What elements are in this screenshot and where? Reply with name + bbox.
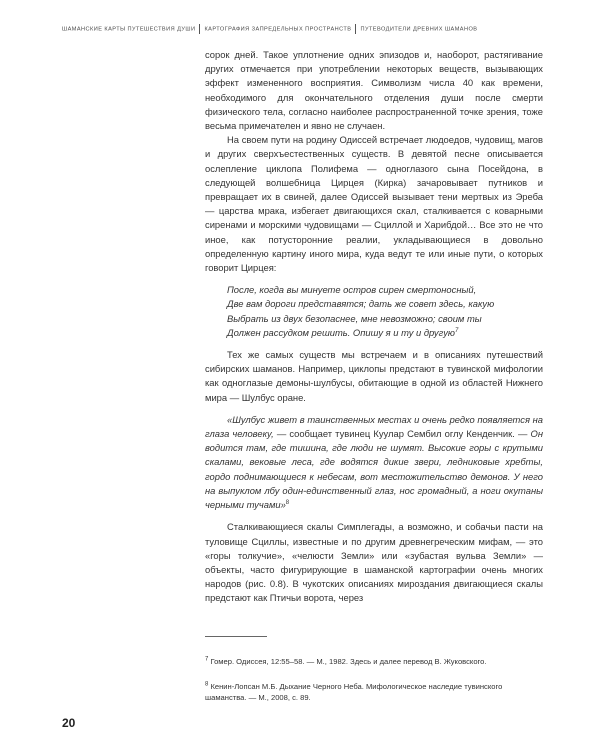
page-number: 20 (62, 716, 76, 730)
running-header (62, 24, 542, 34)
footnote-7 (205, 656, 543, 667)
header-chapter-title: ПУТЕВОДИТЕЛИ ДРЕВНИХ ШАМАНОВ (360, 26, 478, 33)
paragraph-2: На своем пути на родину Одиссей встречает людоедов, чудовищ, магов и других сверхъестественных существ. В девятой песне описывается ослепление циклопа Полифема — одноглазого сына Посейдона, в следующей волшебница Цирцея (Кирка) зачаровывает путников и превращает их в свиней, далее Одиссей вызывает тени мертвых из Эреба — царства мрака, избегает двигающихся скал, сталкивается с коварными сиренами и морскими чудовищами — Сциллой и Харибдой… Все это не что иное, как потусторонние реалии, укладывающиеся в довольно определенную картину иного мира, куда ведут те или иные пути, о которых говорит Цирцея: (205, 134, 543, 274)
footnote-7-text: Гомер. Одиссея, 12:55–58. — М., 1982. Здесь и далее перевод В. Жуковского. (210, 657, 487, 666)
header-book-title: ШАМАНСКИЕ КАРТЫ ПУТЕШЕСТВИЯ ДУШИ (62, 26, 196, 33)
verse-quote (205, 283, 543, 340)
paragraph-1: сорок дней. Такое уплотнение одних эпизодов и, наоборот, растягивание других отмечается при употреблении некоторых веществ, вызывающих эффект измененного восприятия. Символизм числа 40 как времени, необходимого для окончательного отделения души после смерти физического тела, согласно наиболее распространенной точке зрения, тоже весьма примечателен и явно не случаен. (205, 49, 543, 132)
paragraph-4: Сталкивающиеся скалы Симплегады, а возможно, и собачьи пасти на туловище Сциллы, известные и по другим древнегреческим мифам, — это «горы толкучие», «челюсти Земли» или «зубастая вульва Земли» — объекты, часто фигурирующие в шаманской картографии очень многих народов (рис. 0.8). В чукотских описаниях мироздания двигающиеся скалы предстают как Птичьи ворота, через (205, 521, 543, 604)
footnote-ref-7[interactable]: 7 (454, 327, 459, 334)
footnote-ref-8[interactable]: 8 (285, 499, 290, 506)
footnote-8-number: 8 (205, 681, 209, 688)
verse-line-1: После, когда вы минуете остров сирен смертоносный, (227, 284, 477, 296)
body-text (205, 48, 543, 606)
footnote-8 (205, 681, 543, 703)
verse-line-3: Выбрать из двух безопаснее, мне невозможно; своим ты (227, 312, 482, 324)
quote-part-1: «Шулбус живет в таинственных местах и очень редко появляется на глаза человеку, (205, 413, 543, 440)
verse-line-4 (227, 326, 543, 340)
header-separator (355, 24, 356, 34)
verse-line-2: Две вам дороги представятся; дать же совет здесь, какую (227, 298, 495, 310)
footnote-8-text: Кенин-Лопсан М.Б. Дыхание Черного Неба. Мифологическое наследие тувинского шаманства. — М., 2008, с. 89. (205, 682, 503, 702)
header-separator (199, 24, 200, 34)
shulbus-quote (205, 413, 543, 512)
footnote-7-number: 7 (205, 656, 209, 663)
paragraph-3: Тех же самых существ мы встречаем и в описаниях путешествий сибирских шаманов. Например, циклопы предстают в тувинской мифологии как одноглазые демоны-шулбусы, обитающие в одной из областей Нижнего мира — Шулбус оране. (205, 349, 543, 403)
quote-part-2: — сообщает тувинец Куулар Сембил оглу Кенденчик. — (273, 428, 531, 440)
footnote-divider (205, 636, 267, 637)
header-part-title: КАРТОГРАФИЯ ЗАПРЕДЕЛЬНЫХ ПРОСТРАНСТВ (204, 26, 352, 33)
quote-part-3: Он водится там, где тишина, где люди не шумят. Высокие горы с крутыми скалами, вековые леса, где водятся дикие звери, ледниковые хребты, гордо поднимающиеся к небесам, вот местожительство демонов. У него на выпуклом лбу один-единственный глаз, нос громадный, а ноги окутаны черными тучами» (205, 428, 543, 511)
verse-line-4-text: Должен рассудком решить. Опишу я и ту и другую (227, 326, 455, 338)
